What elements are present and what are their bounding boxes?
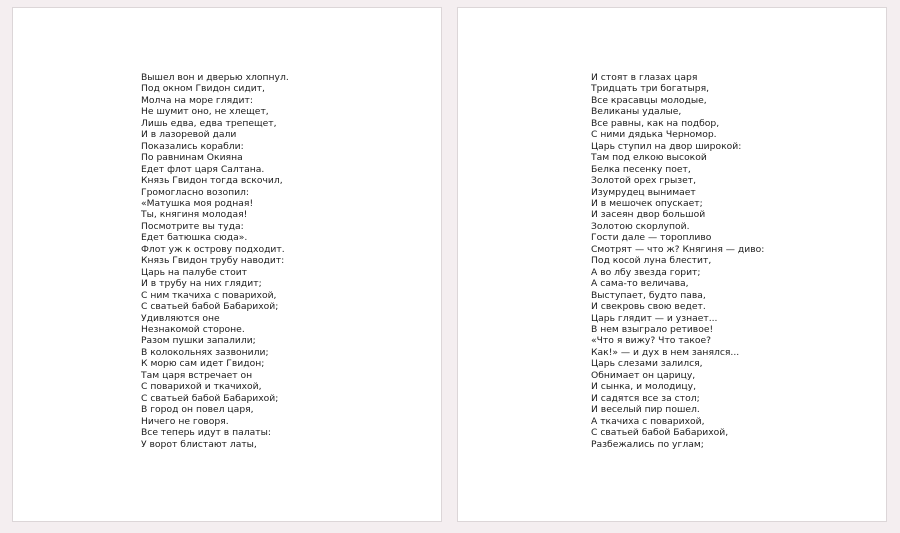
page-right	[457, 7, 887, 522]
poem-line: В колокольнях зазвонили;	[141, 346, 269, 358]
poem-line: Выступает, будто пава,	[591, 289, 706, 301]
poem-line: Золотой орех грызет,	[591, 175, 697, 187]
poem-line: С сватьей бабой Бабарихой,	[591, 427, 729, 439]
poem-line: Лишь едва, едва трепещет,	[141, 117, 277, 129]
page-left	[12, 7, 442, 522]
poem-text-right	[591, 72, 764, 450]
poem-line: Под косой луна блестит,	[591, 255, 712, 267]
poem-line: С сватьей бабой Бабарихой;	[141, 392, 279, 404]
poem-line: С ними дядька Черномор.	[591, 129, 717, 141]
poem-line: Белка песенку поет,	[591, 163, 691, 175]
poem-line: Там царя встречает он	[141, 369, 253, 381]
poem-line: И сынка, и молодицу,	[591, 381, 696, 393]
poem-line: Князь Гвидон тогда вскочил,	[141, 175, 283, 187]
poem-line: Посмотрите вы туда:	[141, 220, 244, 232]
poem-line: Там под елкою высокой	[591, 152, 707, 164]
poem-line: Показались корабли:	[141, 140, 244, 152]
poem-line: Громогласно возопил:	[141, 186, 250, 198]
poem-line: Царь глядит — и узнает...	[591, 312, 718, 324]
poem-line: Обнимает он царицу,	[591, 369, 696, 381]
poem-line: Изумрудец вынимает	[591, 186, 696, 198]
poem-line: У ворот блистают латы,	[141, 438, 257, 450]
poem-line: Царь ступил на двор широкой:	[591, 140, 742, 152]
poem-line: Тридцать три богатыря,	[591, 83, 710, 95]
poem-line: Под окном Гвидон сидит,	[141, 83, 265, 95]
poem-line: Удивляются оне	[141, 312, 220, 324]
poem-line: И стоят в глазах царя	[591, 72, 698, 83]
poem-line: Едет флот царя Салтана.	[141, 163, 265, 175]
poem-line: А во лбу звезда горит;	[591, 266, 701, 278]
poem-text-left	[141, 72, 289, 450]
poem-line: Все теперь идут в палаты:	[141, 427, 271, 439]
poem-line: Разбежались по углам;	[591, 438, 704, 450]
poem-line: И в трубу на них глядит;	[141, 278, 262, 290]
poem-line: Золотою скорлупой.	[591, 220, 690, 232]
poem-line: Все равны, как на подбор,	[591, 117, 720, 129]
poem-line: И садятся все за стол;	[591, 392, 700, 404]
poem-line: Флот уж к острову подходит.	[141, 243, 285, 255]
poem-line: И в лазоревой дали	[141, 129, 237, 141]
poem-line: Ты, княгиня молодая!	[141, 209, 248, 221]
poem-line: Разом пушки запалили;	[141, 335, 256, 347]
poem-line: Смотрят — что ж? Княгиня — диво:	[591, 243, 765, 255]
poem-line: Царь слезами залился,	[591, 358, 703, 370]
poem-line: И веселый пир пошел.	[591, 404, 700, 416]
poem-line: Незнакомой стороне.	[141, 323, 245, 335]
poem-line: В нем взыграло ретивое!	[591, 323, 714, 335]
poem-line: Ничего не говоря.	[141, 415, 229, 427]
poem-line: С ним ткачиха с поварихой,	[141, 289, 277, 301]
poem-line: С поварихой и ткачихой,	[141, 381, 262, 393]
poem-line: А сама-то величава,	[591, 278, 689, 290]
poem-line: Вышел вон и дверью хлопнул.	[141, 72, 289, 83]
poem-line: Князь Гвидон трубу наводит:	[141, 255, 285, 267]
poem-line: С сватьей бабой Бабарихой;	[141, 301, 279, 313]
poem-line: По равнинам Окияна	[141, 152, 243, 164]
poem-line: К морю сам идет Гвидон;	[141, 358, 265, 370]
poem-line: Гости дале — торопливо	[591, 232, 712, 244]
poem-line: И свекровь свою ведет.	[591, 301, 706, 313]
poem-line: Не шумит оно, не хлещет,	[141, 106, 269, 118]
poem-line: Едет батюшка сюда».	[141, 232, 248, 244]
poem-line: И в мешочек опускает;	[591, 197, 703, 209]
poem-line: Молча на море глядит:	[141, 94, 253, 106]
poem-line: Великаны удалые,	[591, 106, 682, 118]
poem-line: Все красавцы молодые,	[591, 94, 707, 106]
poem-line: А ткачиха с поварихой,	[591, 415, 705, 427]
poem-line: Царь на палубе стоит	[141, 266, 248, 278]
poem-line: «Матушка моя родная!	[141, 197, 254, 209]
poem-line: Как!» — и дух в нем занялся...	[591, 346, 740, 358]
poem-line: «Что я вижу? Что такое?	[591, 335, 712, 347]
poem-line: В город он повел царя,	[141, 404, 254, 416]
poem-line: И засеян двор большой	[591, 209, 706, 221]
